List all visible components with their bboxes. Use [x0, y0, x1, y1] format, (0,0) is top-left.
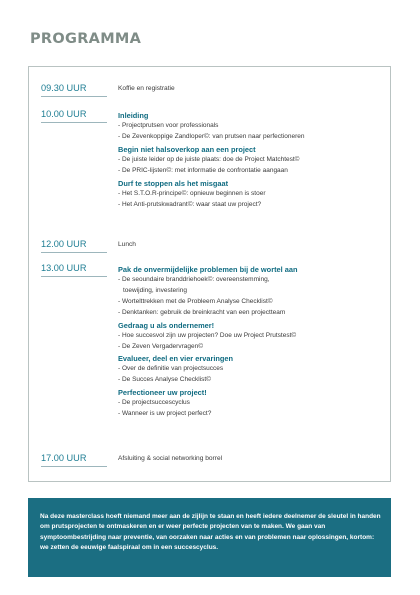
block-title: Inleiding	[118, 111, 149, 120]
list-item: - De seoundaire branddriehoek©: overeenstemming,	[118, 276, 270, 283]
list-item: - Hoe succesvol zijn uw projecten? Doe uw Project Prutstest©	[118, 331, 297, 339]
session-time: 17.00 UUR	[41, 453, 111, 463]
list-item: - De projectsuccescyclus	[118, 399, 190, 407]
list-item: - De Succes Analyse Checklist©	[118, 376, 211, 384]
session-description: Koffie en registratie	[118, 85, 175, 92]
session-time: 12.00 UUR	[41, 239, 111, 249]
session-time: 10.00 UUR	[41, 109, 111, 119]
list-item: - Het Anti-prutskwadrant©: waar staat uw project?	[118, 200, 262, 208]
block-title: Durf te stoppen als het misgaat	[118, 178, 229, 188]
session-time: 13.00 UUR	[41, 263, 111, 273]
list-item: - Het S.T.O.R-principe©: opnieuw beginnen is stoer	[118, 189, 266, 197]
summary-text: Na deze masterclass hoeft niemand meer aan de zijlijn te staan en heeft iedere deelnemer de sleutel in handen om prutsprojecten te ontmaskeren en er weer perfecte projecten van te maken. We gaan van symptoombestrijding naar preventie, van oorzaken naar acties en van problemen naar oplossingen, kortom: we zetten de eeuwige faalspiraal om in een succescyclus.	[40, 513, 381, 552]
list-item: - Over de definitie van projectsucces	[118, 365, 224, 373]
program-schedule	[28, 66, 391, 482]
list-item: - De Zeven Vergadervragen©	[118, 342, 204, 350]
list-item: - De juiste leider op de juiste plaats: doe de Project Matchtest©	[118, 155, 300, 163]
session-description: Lunch	[118, 241, 136, 248]
summary-banner	[28, 498, 391, 577]
list-item: - Projectprutsen voor professionals	[118, 122, 219, 129]
block-title: Pak de onvermijdelijke problemen bij de wortel aan	[118, 265, 298, 274]
block-title: Perfectioneer uw project!	[118, 388, 207, 398]
block-title: Gedraag u als ondernemer!	[118, 320, 215, 330]
list-item: - Wortelttrekken met de Probleem Analyse Checklist©	[118, 297, 273, 305]
page-title: PROGRAMMA	[30, 31, 142, 47]
list-item: - Denktanken: gebruik de breinkracht van een projectteam	[118, 308, 286, 316]
session-description: Afsluiting & social networking borrel	[118, 455, 223, 462]
list-item: - De PRIC-lijsten©: met informatie de confrontatie aangaan	[118, 166, 288, 174]
list-item: - Wanneer is uw project perfect?	[118, 410, 212, 418]
list-item: - De Zevenkoppige Zandloper©: van prutsen naar perfectioneren	[118, 132, 305, 140]
list-item: toewijding, investering	[123, 286, 187, 294]
block-title: Begin niet halsoverkop aan een project	[118, 144, 256, 154]
session-time: 09.30 UUR	[41, 83, 111, 93]
block-title: Evalueer, deel en vier ervaringen	[118, 354, 234, 364]
